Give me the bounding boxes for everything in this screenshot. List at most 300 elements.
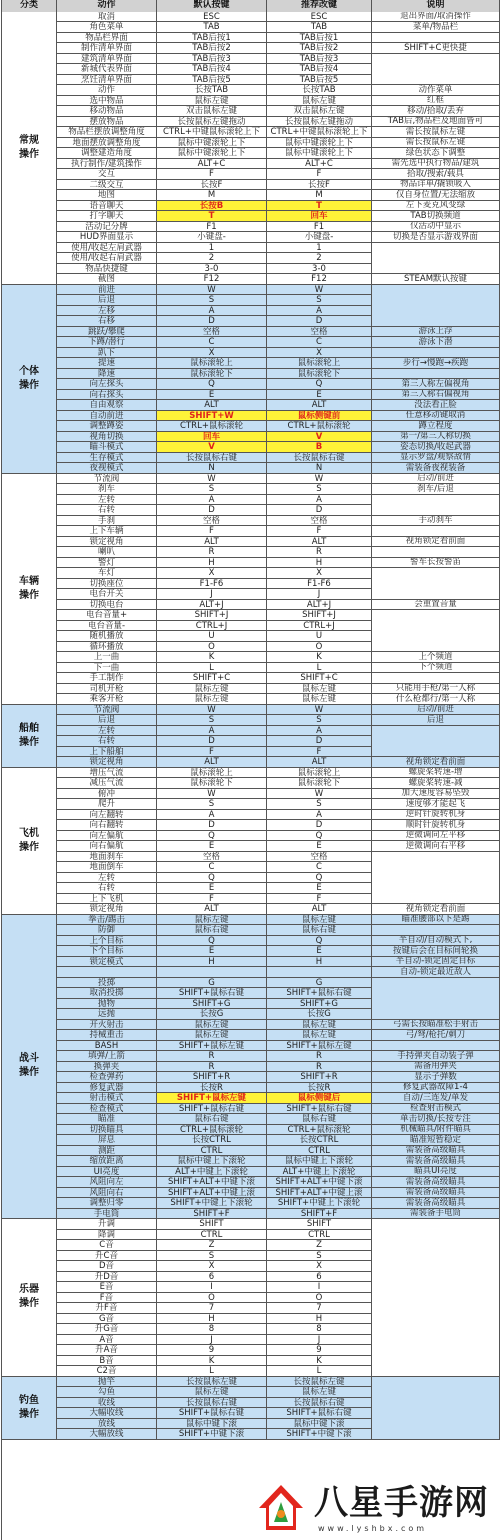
default-key-cell: SHIFT+F: [157, 1209, 267, 1219]
keybinding-table: [1, 0, 500, 1540]
recommended-key-cell: 8: [267, 1324, 372, 1334]
default-key-cell: F: [157, 894, 267, 904]
note-cell: 检查射击模式: [372, 1104, 500, 1115]
table-row: [57, 1051, 372, 1062]
default-key-cell: SHIFT+G: [157, 999, 267, 1009]
note-cell: 启动/前进: [372, 705, 500, 716]
note-cell: TAB切换频道: [372, 211, 500, 222]
recommended-key-cell: SHIFT+ALT+中键下滚: [267, 1177, 372, 1187]
action-cell: 前进: [57, 285, 157, 295]
table-row: [57, 883, 372, 894]
header-default-key: 默认按键: [157, 0, 267, 12]
default-key-cell: 鼠标中键滚轮上下: [157, 138, 267, 148]
recommended-key-cell: 鼠标左键: [267, 915, 372, 925]
recommended-key-cell: S: [267, 295, 372, 305]
table-row: [57, 1345, 372, 1356]
recommended-key-cell: SHIFT: [267, 1219, 372, 1229]
note-cell: 单击切换/长按专注: [372, 1114, 500, 1125]
table-row: [57, 1104, 372, 1115]
recommended-key-cell: F: [267, 894, 372, 904]
note-cell: 任意移动键取消: [372, 411, 500, 422]
recommended-key-cell: SHIFT+J: [267, 610, 372, 620]
recommended-key-cell: K: [267, 1356, 372, 1366]
default-key-cell: 空格: [157, 516, 267, 526]
action-cell: 瞄准: [57, 1114, 157, 1124]
recommended-key-cell: I: [267, 1282, 372, 1292]
action-cell: 向左探头: [57, 379, 157, 389]
table-row: [57, 127, 372, 138]
recommended-key-cell: 鼠标右键: [267, 1114, 372, 1124]
action-cell: 选中物品: [57, 96, 157, 106]
recommended-key-cell: H: [267, 1314, 372, 1324]
action-cell: 切换座位: [57, 579, 157, 589]
default-key-cell: 长按鼠标左键拖动: [157, 117, 267, 127]
table-row: [57, 1293, 372, 1304]
action-cell: 随机播放: [57, 631, 157, 641]
default-key-cell: TAB后按5: [157, 75, 267, 85]
recommended-key-cell: SHIFT+鼠标右键: [267, 1408, 372, 1418]
note-cell: 刹车/后退: [372, 484, 500, 495]
table-row: [57, 274, 372, 285]
action-cell: G音: [57, 1314, 157, 1324]
recommended-key-cell: W: [267, 789, 372, 799]
category-label: 战斗操作: [19, 1053, 39, 1079]
default-key-cell: R: [157, 547, 267, 557]
recommended-key-cell: 鼠标侧键前: [267, 411, 372, 421]
action-cell: 地面摆放调整角度: [57, 138, 157, 148]
table-row: [57, 1251, 372, 1262]
action-cell: 节流阀: [57, 705, 157, 715]
action-cell: 上个目标: [57, 936, 157, 946]
action-cell: 切换瞄具: [57, 1125, 157, 1135]
action-cell: 检查弹药: [57, 1072, 157, 1082]
table-row: [57, 505, 372, 516]
category-label: 常规操作: [19, 134, 39, 160]
table-row: [57, 169, 372, 180]
action-cell: 跳跃/攀爬: [57, 327, 157, 337]
action-cell: 上下飞机: [57, 894, 157, 904]
recommended-key-cell: 鼠标侧键后: [267, 1093, 372, 1103]
note-cell: 姿态切换/收起武器: [372, 442, 500, 453]
default-key-cell: 长按G: [157, 1009, 267, 1019]
category-label: 飞机操作: [19, 827, 39, 853]
action-cell: 调整建造角度: [57, 148, 157, 158]
default-key-cell: S: [157, 484, 267, 494]
action-cell: [57, 967, 157, 977]
note-cell: 第三人称右偏视角: [372, 390, 500, 401]
action-cell: 生存模式: [57, 453, 157, 463]
recommended-key-cell: SHIFT+ALT+中键上滚: [267, 1188, 372, 1198]
default-key-cell: CTRL+鼠标滚轮: [157, 421, 267, 431]
action-cell: 降调: [57, 1230, 157, 1240]
table-row: [57, 474, 372, 485]
note-cell: [372, 925, 500, 936]
recommended-key-cell: T: [267, 201, 372, 211]
table-row: [57, 1282, 372, 1293]
default-key-cell: 鼠标滚轮上: [157, 768, 267, 778]
action-cell: 升C音: [57, 1251, 157, 1261]
category-label: 车辆操作: [19, 575, 39, 601]
table-row: [57, 1240, 372, 1251]
recommended-key-cell: A: [267, 495, 372, 505]
table-row: [57, 432, 372, 443]
action-cell: BASH: [57, 1041, 157, 1051]
table-row: [57, 295, 372, 306]
note-cell: [372, 369, 500, 380]
action-cell: 夜视模式: [57, 463, 157, 473]
table-row: [57, 946, 372, 957]
default-key-cell: W: [157, 705, 267, 715]
table-row: [57, 85, 372, 96]
table-row: [57, 831, 372, 842]
recommended-key-cell: C: [267, 862, 372, 872]
recommended-key-cell: 鼠标滚轮下: [267, 369, 372, 379]
note-cell: 仅自身位置/无法缩放: [372, 190, 500, 201]
recommended-key-cell: F: [267, 169, 372, 179]
action-cell: B音: [57, 1356, 157, 1366]
action-cell: 后退: [57, 715, 157, 725]
note-cell: 需装备夜视装备: [372, 463, 500, 474]
note-cell: 视角锁定看前面: [372, 537, 500, 548]
action-cell: 地面刹车: [57, 852, 157, 862]
table-row: [57, 75, 372, 86]
default-key-cell: O: [157, 642, 267, 652]
default-key-cell: ALT: [157, 757, 267, 767]
recommended-key-cell: CTRL: [267, 1230, 372, 1240]
default-key-cell: SHIFT+鼠标左键: [157, 1041, 267, 1051]
default-key-cell: ALT: [157, 400, 267, 410]
action-cell: 大幅收线: [57, 1408, 157, 1418]
action-cell: 手刹: [57, 516, 157, 526]
default-key-cell: SHIFT+鼠标右键: [157, 1408, 267, 1418]
recommended-key-cell: [267, 967, 372, 977]
note-cell: 顺时针旋转机身: [372, 820, 500, 831]
default-key-cell: ALT: [157, 537, 267, 547]
action-cell: 下蹲/潜行: [57, 337, 157, 347]
action-cell: 电台音量-: [57, 621, 157, 631]
table-row: [57, 64, 372, 75]
action-cell: 地面倒车: [57, 862, 157, 872]
action-cell: E音: [57, 1282, 157, 1292]
note-cell: 螺旋桨转速-增: [372, 768, 500, 779]
default-key-cell: H: [157, 1314, 267, 1324]
recommended-key-cell: O: [267, 1293, 372, 1303]
action-cell: 放线: [57, 1419, 157, 1429]
note-cell: 物品详单/撬锁吸入: [372, 180, 500, 191]
table-row: [57, 12, 372, 23]
action-cell: 手电筒: [57, 1209, 157, 1219]
table-row: [57, 1093, 372, 1104]
table-row: [57, 211, 372, 222]
action-cell: 向右翻转: [57, 820, 157, 830]
default-key-cell: 回车: [157, 432, 267, 442]
category-cell: [2, 1377, 57, 1440]
note-cell: 启动/前进: [372, 474, 500, 485]
recommended-key-cell: ALT+中键上下滚轮: [267, 1167, 372, 1177]
table-row: [57, 1356, 372, 1367]
note-cell: 手动刹车: [372, 516, 500, 527]
note-cell: 按键后会在目标间轮换: [372, 946, 500, 957]
recommended-key-cell: X: [267, 568, 372, 578]
action-cell: 物品栏摆放调整角度: [57, 127, 157, 137]
note-cell: 逆微调向左平移: [372, 831, 500, 842]
action-cell: 向右偏航: [57, 841, 157, 851]
default-key-cell: S: [157, 295, 267, 305]
table-row: [57, 442, 372, 453]
note-cell: 蹲立程度: [372, 421, 500, 432]
recommended-key-cell: TAB后按1: [267, 33, 372, 43]
table-row: [57, 852, 372, 863]
recommended-key-cell: TAB后按4: [267, 64, 372, 74]
recommended-key-cell: Q: [267, 379, 372, 389]
table-row: [57, 862, 372, 873]
recommended-key-cell: O: [267, 642, 372, 652]
default-key-cell: E: [157, 841, 267, 851]
note-cell: 上个频道: [372, 652, 500, 663]
action-cell: D音: [57, 1261, 157, 1271]
recommended-key-cell: H: [267, 558, 372, 568]
table-row: [57, 43, 372, 54]
default-key-cell: S: [157, 1251, 267, 1261]
category-cell: [2, 1219, 57, 1377]
default-key-cell: E: [157, 390, 267, 400]
action-cell: 调整蹲姿: [57, 421, 157, 431]
house-logo-icon: [256, 1482, 306, 1536]
table-row: [57, 306, 372, 317]
recommended-key-cell: D: [267, 505, 372, 515]
table-row: [57, 736, 372, 747]
default-key-cell: 鼠标右键: [157, 925, 267, 935]
default-key-cell: H: [157, 957, 267, 967]
recommended-key-cell: J: [267, 589, 372, 599]
table-row: [57, 421, 372, 432]
note-cell: 自动/三连发/单发: [372, 1093, 500, 1104]
recommended-key-cell: 空格: [267, 516, 372, 526]
note-cell: [372, 610, 500, 652]
table-row: [57, 379, 372, 390]
recommended-key-cell: 长按鼠标左键: [267, 1377, 372, 1387]
table-row: [57, 1261, 372, 1272]
default-key-cell: SHIFT+ALT+中键下滚: [157, 1177, 267, 1187]
action-cell: 升A音: [57, 1345, 157, 1355]
default-key-cell: A: [157, 810, 267, 820]
table-row: [57, 1020, 372, 1031]
action-cell: 切换电台: [57, 600, 157, 610]
default-key-cell: T: [157, 211, 267, 221]
action-cell: 左移: [57, 306, 157, 316]
default-key-cell: F12: [157, 274, 267, 284]
table-row: [57, 348, 372, 359]
table-row: [57, 841, 372, 852]
table-row: [57, 138, 372, 149]
action-cell: 向左翻转: [57, 810, 157, 820]
default-key-cell: TAB后按3: [157, 54, 267, 64]
recommended-key-cell: F1: [267, 222, 372, 232]
recommended-key-cell: M: [267, 190, 372, 200]
default-key-cell: SHIFT+中键下滚: [157, 1429, 267, 1439]
action-cell: 向右探头: [57, 390, 157, 400]
table-row: [57, 1114, 372, 1125]
action-cell: 上下车辆: [57, 526, 157, 536]
default-key-cell: D: [157, 505, 267, 515]
table-row: [57, 1230, 372, 1241]
table-row: [57, 1419, 372, 1430]
recommended-key-cell: E: [267, 883, 372, 893]
default-key-cell: TAB: [157, 22, 267, 32]
action-cell: 物品栏界面: [57, 33, 157, 43]
recommended-key-cell: SHIFT+中键下滚: [267, 1429, 372, 1439]
table-row: [57, 904, 372, 915]
action-cell: 检查模式: [57, 1104, 157, 1114]
recommended-key-cell: S: [267, 799, 372, 809]
note-cell: 需备用弹夹: [372, 1062, 500, 1073]
note-cell: [372, 1041, 500, 1052]
category-label: 个体操作: [19, 365, 39, 391]
default-key-cell: N: [157, 463, 267, 473]
note-cell: [372, 348, 500, 359]
recommended-key-cell: CTRL+鼠标滚轮: [267, 1125, 372, 1135]
default-key-cell: 长按F: [157, 180, 267, 190]
table-row: [57, 873, 372, 884]
default-key-cell: 鼠标左键: [157, 694, 267, 704]
table-row: [57, 789, 372, 800]
recommended-key-cell: ALT+J: [267, 600, 372, 610]
note-cell: 步行→慢跑→疾跑: [372, 358, 500, 369]
action-cell: 移动物品: [57, 106, 157, 116]
default-key-cell: F1: [157, 222, 267, 232]
recommended-key-cell: 空格: [267, 327, 372, 337]
note-cell: [372, 526, 500, 537]
default-key-cell: F: [157, 526, 267, 536]
table-row: [57, 201, 372, 212]
default-key-cell: 空格: [157, 327, 267, 337]
default-key-cell: W: [157, 789, 267, 799]
recommended-key-cell: CTRL+鼠标滚轮: [267, 421, 372, 431]
table-row: [57, 190, 372, 201]
note-cell: [372, 978, 500, 1020]
table-row: [57, 925, 372, 936]
default-key-cell: 鼠标滚轮下: [157, 369, 267, 379]
note-cell: 逆微调向右平移: [372, 841, 500, 852]
table-row: [57, 390, 372, 401]
action-cell: 拳击/踢击: [57, 915, 157, 925]
note-cell: TAB后,物品栏及地面皆可: [372, 117, 500, 128]
default-key-cell: 长按R: [157, 1083, 267, 1093]
action-cell: 瞄斗模式: [57, 442, 157, 452]
recommended-key-cell: 小键盘-: [267, 232, 372, 242]
recommended-key-cell: 鼠标左键: [267, 1030, 372, 1040]
recommended-key-cell: Q: [267, 873, 372, 883]
recommended-key-cell: TAB后按3: [267, 54, 372, 64]
action-cell: 下一曲: [57, 663, 157, 673]
note-cell: 仅活动中显示: [372, 222, 500, 233]
default-key-cell: D: [157, 316, 267, 326]
note-cell: 视角锁定看前面: [372, 757, 500, 768]
header-recommended-key: 推荐改键: [267, 0, 372, 12]
table-row: [57, 1408, 372, 1419]
recommended-key-cell: TAB后按5: [267, 75, 372, 85]
default-key-cell: Q: [157, 379, 267, 389]
note-cell: [372, 33, 500, 44]
header-note: 说明: [372, 0, 500, 12]
action-cell: 左转: [57, 726, 157, 736]
action-cell: 缩放距离: [57, 1156, 157, 1166]
action-cell: 自动前进: [57, 411, 157, 421]
action-cell: 车灯: [57, 568, 157, 578]
recommended-key-cell: D: [267, 820, 372, 830]
action-cell: 乘客开枪: [57, 694, 157, 704]
recommended-key-cell: 长按CTRL: [267, 1135, 372, 1145]
note-cell: 只能用手枪/第一人称: [372, 684, 500, 695]
table-row: [57, 337, 372, 348]
table-row: [57, 400, 372, 411]
action-cell: 下个目标: [57, 946, 157, 956]
action-cell: 锁定模式: [57, 957, 157, 967]
recommended-key-cell: D: [267, 316, 372, 326]
table-row: [57, 243, 372, 254]
note-cell: [372, 547, 500, 558]
action-cell: 后退: [57, 295, 157, 305]
default-key-cell: 空格: [157, 852, 267, 862]
table-row: [57, 1303, 372, 1314]
note-cell: 螺旋桨转速-减: [372, 778, 500, 789]
table-row: [57, 915, 372, 926]
default-key-cell: 鼠标滚轮上: [157, 358, 267, 368]
action-cell: 屏息: [57, 1135, 157, 1145]
action-cell: 升D音: [57, 1272, 157, 1282]
note-cell: [372, 285, 500, 327]
action-cell: 抛物: [57, 999, 157, 1009]
recommended-key-cell: CTRL: [267, 1146, 372, 1156]
default-key-cell: 小键盘-: [157, 232, 267, 242]
action-cell: 使用/收起左肩武器: [57, 243, 157, 253]
default-key-cell: SHIFT: [157, 1219, 267, 1229]
table-row: [57, 33, 372, 44]
action-cell: 锁定视角: [57, 757, 157, 767]
default-key-cell: F1-F6: [157, 579, 267, 589]
table-row: [57, 1335, 372, 1346]
note-cell: 退出界面/取消操作: [372, 12, 500, 23]
recommended-key-cell: 鼠标左键: [267, 694, 372, 704]
table-row: [57, 957, 372, 968]
table-row: [57, 768, 372, 779]
action-cell: 调整归零: [57, 1198, 157, 1208]
action-cell: 升G音: [57, 1324, 157, 1334]
default-key-cell: [157, 967, 267, 977]
table-row: [57, 1387, 372, 1398]
note-cell: 速度够才能起飞: [372, 799, 500, 810]
default-key-cell: 鼠标左键: [157, 1030, 267, 1040]
recommended-key-cell: A: [267, 810, 372, 820]
action-cell: 交互: [57, 169, 157, 179]
note-cell: 第三人称左偏视角: [372, 379, 500, 390]
action-cell: 减压气流: [57, 778, 157, 788]
table-row: [57, 715, 372, 726]
recommended-key-cell: 空格: [267, 852, 372, 862]
note-cell: 半自动-锁定固定目标: [372, 957, 500, 968]
table-row: [57, 778, 372, 789]
table-row: [57, 1146, 372, 1157]
recommended-key-cell: K: [267, 652, 372, 662]
default-key-cell: CTRL+J: [157, 621, 267, 631]
recommended-key-cell: 鼠标左键: [267, 1020, 372, 1030]
action-cell: 电台音量+: [57, 610, 157, 620]
default-key-cell: X: [157, 348, 267, 358]
action-cell: 角色菜单: [57, 22, 157, 32]
recommended-key-cell: S: [267, 715, 372, 725]
recommended-key-cell: W: [267, 474, 372, 484]
recommended-key-cell: Q: [267, 831, 372, 841]
